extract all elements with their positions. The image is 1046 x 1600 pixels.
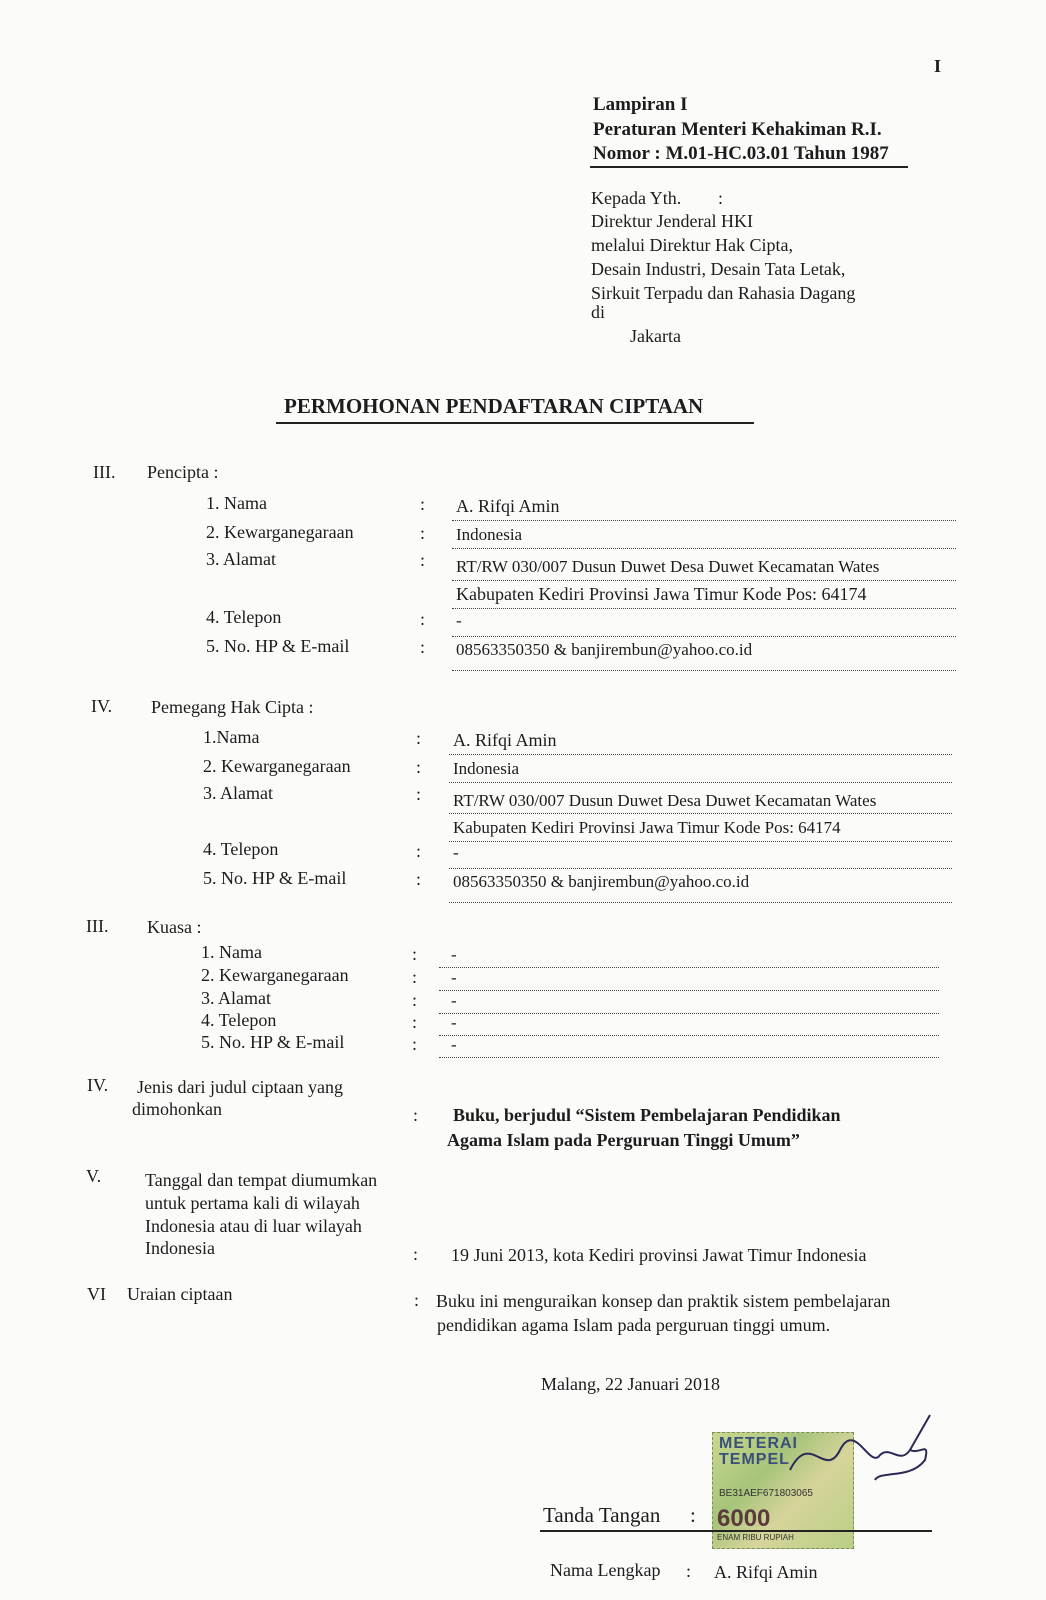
colon: : (416, 728, 422, 748)
dotted-line (439, 990, 939, 991)
nama-lengkap-label: Nama Lengkap (550, 1560, 661, 1580)
field-label: 4. Telepon (201, 1010, 277, 1030)
dotted-line (449, 754, 952, 755)
header-underline (590, 166, 908, 168)
field-label: 5. No. HP & E-mail (203, 868, 347, 888)
colon: : (413, 1105, 419, 1125)
dotted-line (449, 782, 952, 783)
field-value: RT/RW 030/007 Dusun Duwet Desa Duwet Kecamatan Wates (453, 791, 877, 810)
field-value: RT/RW 030/007 Dusun Duwet Desa Duwet Kecamatan Wates (456, 557, 880, 576)
stamp-code: BE31AEF671803065 (719, 1488, 813, 1499)
colon: : (420, 609, 426, 629)
signature-scribble (780, 1410, 940, 1500)
colon: : (420, 550, 426, 570)
jenis-label: dimohonkan (132, 1099, 222, 1119)
field-value: - (451, 968, 457, 987)
field-label: 1.Nama (203, 727, 260, 747)
tanggal-label: Tanggal dan tempat diumumkan (145, 1170, 378, 1190)
field-label: 5. No. HP & E-mail (206, 636, 350, 656)
field-label: 1. Nama (206, 493, 267, 513)
document-title: PERMOHONAN PENDAFTARAN CIPTAAN (284, 394, 704, 418)
field-value: 08563350350 & banjirembun@yahoo.co.id (453, 872, 750, 891)
field-label: 2. Kewarganegaraan (201, 965, 349, 985)
stamp-words: ENAM RIBU RUPIAH (717, 1533, 794, 1542)
field-value: 08563350350 & banjirembun@yahoo.co.id (456, 640, 753, 659)
field-value: Kabupaten Kediri Provinsi Jawa Timur Kode Pos: 64174 (453, 818, 841, 837)
dotted-line (439, 1013, 939, 1014)
field-value: A. Rifqi Amin (453, 730, 557, 750)
section-roman: V. (86, 1166, 102, 1186)
address-line: Direktur Jenderal HKI (591, 211, 753, 231)
place-date: Malang, 22 Januari 2018 (541, 1374, 720, 1394)
tanggal-label: Indonesia (145, 1238, 215, 1258)
field-value: - (451, 945, 457, 964)
header-lampiran: Lampiran I (593, 94, 688, 115)
field-value: Indonesia (453, 759, 520, 778)
dotted-line (452, 520, 956, 521)
dotted-line (452, 608, 956, 609)
uraian-value: Buku ini menguraikan konsep dan praktik sistem pembelajaran (436, 1291, 891, 1311)
colon: : (413, 1244, 419, 1264)
dotted-line (449, 868, 952, 869)
dotted-line (449, 813, 952, 814)
stamp-text: METERAI (719, 1435, 798, 1452)
dotted-line (449, 841, 952, 842)
field-value: - (456, 611, 462, 630)
field-label: 1. Nama (201, 942, 262, 962)
dotted-line (452, 580, 956, 581)
colon: : (412, 944, 418, 964)
colon: : (416, 869, 422, 889)
dotted-line (452, 548, 956, 549)
field-label: 3. Alamat (206, 549, 276, 569)
dotted-line (439, 967, 939, 968)
colon: : (416, 784, 422, 804)
field-value: Kabupaten Kediri Provinsi Jawa Timur Kode Pos: 64174 (456, 584, 867, 604)
section-roman: IV. (87, 1075, 109, 1095)
dotted-line (449, 902, 952, 903)
section-roman: IV. (91, 696, 113, 716)
tanda-tangan-label: Tanda Tangan (543, 1503, 661, 1527)
field-label: 3. Alamat (203, 783, 273, 803)
colon: : (686, 1561, 692, 1581)
dotted-line (439, 1057, 939, 1058)
address-line: Sirkuit Terpadu dan Rahasia Dagang (591, 283, 856, 303)
colon: : (416, 841, 422, 861)
address-kepada: Kepada Yth. (591, 188, 682, 208)
header-peraturan: Peraturan Menteri Kehakiman R.I. (593, 119, 882, 140)
field-label: 4. Telepon (206, 607, 282, 627)
tanggal-value: 19 Juni 2013, kota Kediri provinsi Jawat Timur Indonesia (451, 1245, 867, 1265)
field-value: - (451, 1035, 457, 1054)
signature-line (540, 1530, 932, 1532)
dotted-line (452, 670, 956, 671)
section-heading-pemegang: Pemegang Hak Cipta : (151, 697, 314, 717)
tanggal-label: untuk pertama kali di wilayah (145, 1193, 360, 1213)
field-value: - (451, 991, 457, 1010)
tanggal-label: Indonesia atau di luar wilayah (145, 1216, 362, 1236)
page-number: I (934, 56, 942, 76)
colon: : (690, 1503, 696, 1527)
colon: : (416, 757, 422, 777)
section-roman: III. (86, 916, 109, 936)
colon: : (412, 1034, 418, 1054)
colon: : (420, 637, 426, 657)
colon: : (412, 1012, 418, 1032)
dotted-line (452, 636, 956, 637)
colon: : (414, 1290, 420, 1310)
jenis-value: Agama Islam pada Perguruan Tinggi Umum” (447, 1130, 800, 1150)
colon: : (420, 494, 426, 514)
address-line: Desain Industri, Desain Tata Letak, (591, 259, 846, 279)
section-roman: III. (93, 462, 116, 482)
field-label: 2. Kewarganegaraan (203, 756, 351, 776)
section-roman: VI (87, 1284, 106, 1304)
field-value: Indonesia (456, 525, 523, 544)
field-label: 3. Alamat (201, 988, 271, 1008)
uraian-value: pendidikan agama Islam pada perguruan tinggi umum. (437, 1315, 831, 1335)
address-city: Jakarta (630, 326, 681, 346)
stamp-text: TEMPEL (719, 1451, 790, 1468)
title-underline (276, 422, 754, 424)
section-heading-pencipta: Pencipta : (147, 462, 219, 482)
address-line: di (591, 302, 606, 322)
jenis-label: Jenis dari judul ciptaan yang (137, 1077, 343, 1097)
field-label: 2. Kewarganegaraan (206, 522, 354, 542)
jenis-value: Buku, berjudul “Sistem Pembelajaran Pendidikan (453, 1105, 841, 1125)
colon: : (420, 523, 426, 543)
address-line: melalui Direktur Hak Cipta, (591, 235, 793, 255)
colon: : (412, 990, 418, 1010)
section-heading-kuasa: Kuasa : (147, 917, 202, 937)
header-nomor: Nomor : M.01-HC.03.01 Tahun 1987 (593, 143, 889, 164)
dotted-line (439, 1035, 939, 1036)
uraian-label: Uraian ciptaan (127, 1284, 233, 1304)
colon: : (412, 967, 418, 987)
field-label: 4. Telepon (203, 839, 279, 859)
stamp-value: 6000 (717, 1505, 771, 1532)
field-label: 5. No. HP & E-mail (201, 1032, 345, 1052)
nama-lengkap-value: A. Rifqi Amin (714, 1562, 818, 1582)
field-value: - (453, 843, 459, 862)
address-colon: : (718, 188, 724, 208)
field-value: A. Rifqi Amin (456, 496, 560, 516)
field-value: - (451, 1013, 457, 1032)
